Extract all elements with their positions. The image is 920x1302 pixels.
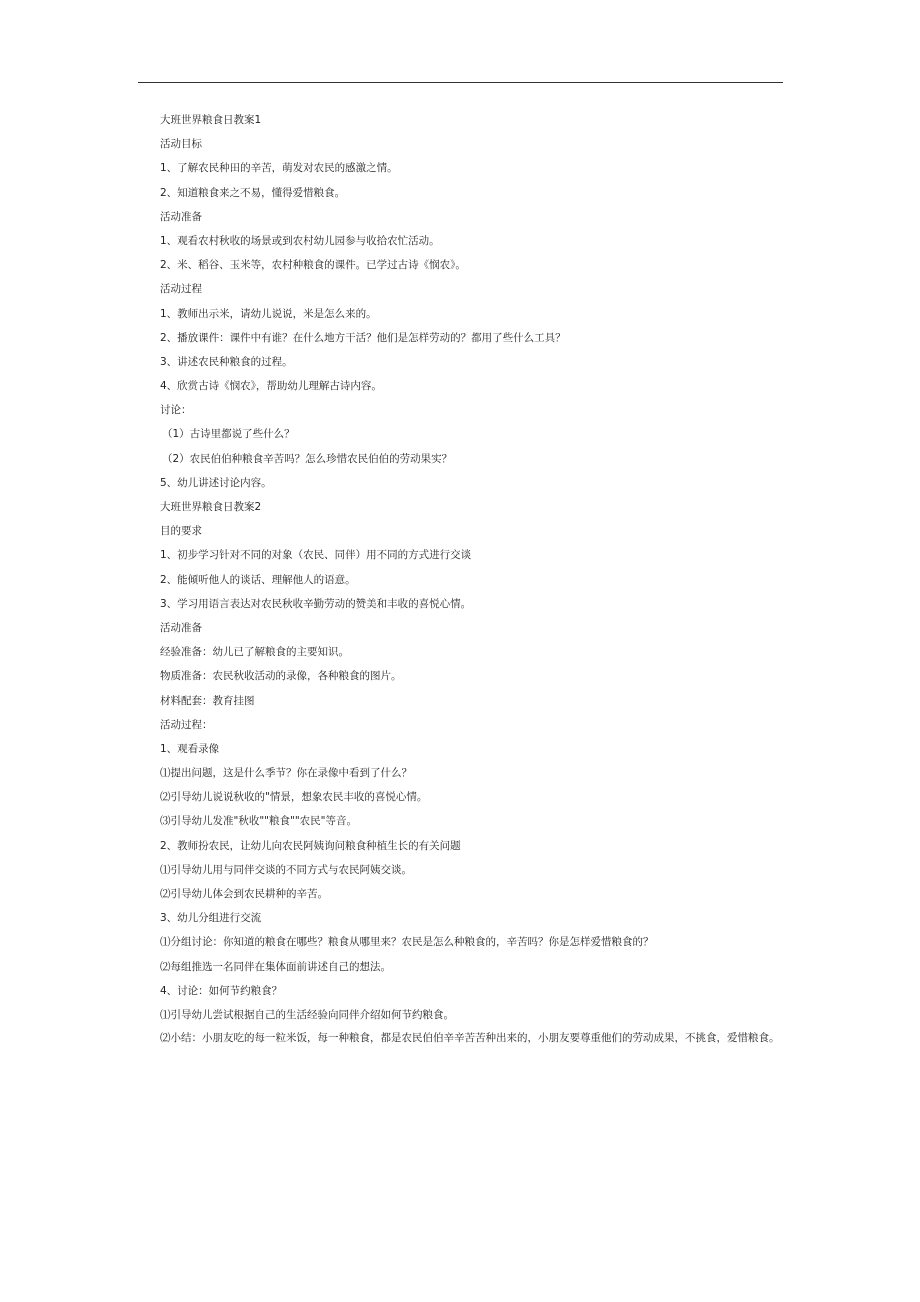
list-item: 4、讨论：如何节约粮食？: [160, 984, 283, 997]
list-item: 2、能倾听他人的谈话、理解他人的语意。: [160, 573, 356, 586]
section-heading: 活动过程：: [160, 718, 213, 731]
list-item: 5、幼儿讲述讨论内容。: [160, 476, 272, 489]
list-item: 材料配套：教育挂图: [160, 694, 255, 707]
header-rule: [138, 82, 783, 83]
list-item: 3、学习用语言表达对农民秋收辛勤劳动的赞美和丰收的喜悦心情。: [160, 597, 472, 610]
list-item: ⑴引导幼儿尝试根据自己的生活经验向同伴介绍如何节约粮食。: [160, 1008, 454, 1021]
list-item: 4、欣赏古诗《悯农》，帮助幼儿理解古诗内容。: [160, 380, 382, 393]
list-item: 1、初步学习针对不同的对象（农民、同伴）用不同的方式进行交谈: [160, 549, 472, 562]
summary-paragraph: ⑵小结：小朋友吃的每一粒米饭，每一种粮食，都是农民伯伯辛辛苦苦种出来的，小朋友要尊重他们的劳动成果，不挑食，爱惜粮食。: [160, 1032, 780, 1045]
list-item: 3、讲述农民种粮食的过程。: [160, 355, 293, 368]
list-item: ⑵引导幼儿体会到农民耕种的辛苦。: [160, 888, 328, 900]
list-item: （2）农民伯伯种粮食辛苦吗？怎么珍惜农民伯伯的劳动果实？: [162, 452, 453, 465]
list-item: 1、观看录像: [160, 742, 220, 755]
list-item: ⑶引导幼儿发准"秋收""粮食""农民"等音。: [160, 815, 357, 828]
section-heading: 活动准备: [160, 621, 202, 634]
section-heading: 讨论：: [160, 404, 192, 417]
list-item: 物质准备：农民秋收活动的录像，各种粮食的图片。: [160, 670, 402, 683]
list-item: ⑴引导幼儿用与同伴交谈的不同方式与农民阿姨交谈。: [160, 863, 412, 876]
list-item: 经验准备：幼儿已了解粮食的主要知识。: [160, 646, 349, 659]
list-item: 2、播放课件：课件中有谁？在什么地方干活？他们是怎样劳动的？都用了些什么工具？: [160, 331, 566, 344]
list-item: 2、知道粮食来之不易，懂得爱惜粮食。: [160, 186, 346, 199]
list-item: 2、教师扮农民，让幼儿向农民阿姨询问粮食种植生长的有关问题: [160, 839, 461, 852]
document-body: [160, 113, 785, 1059]
lesson-title-2: 大班世界粮食日教案2: [160, 501, 262, 513]
lesson-title-1: 大班世界粮食日教案1: [160, 114, 262, 126]
list-item: 1、教师出示米，请幼儿说说，米是怎么来的。: [160, 307, 377, 320]
list-item: 1、观看农村秋收的场景或到农村幼儿园参与收拾农忙活动。: [160, 234, 440, 247]
list-item: ⑵引导幼儿说说秋收的"情景，想象农民丰收的喜悦心情。: [160, 791, 428, 804]
list-item: （1）古诗里都说了些什么？: [162, 428, 295, 441]
list-item: 2、米、稻谷、玉米等，农村种粮食的课件。已学过古诗《悯农》。: [160, 259, 466, 272]
list-item: ⑴分组讨论：你知道的粮食在哪些？粮食从哪里来？农民是怎么种粮食的，辛苦吗？你是怎样爱惜粮食的？: [160, 936, 654, 949]
list-item: 1、了解农民种田的辛苦，萌发对农民的感激之情。: [160, 162, 398, 175]
list-item: ⑴提出问题，这是什么季节？你在录像中看到了什么？: [160, 767, 412, 780]
section-heading: 目的要求: [160, 525, 202, 538]
list-item: 3、幼儿分组进行交流: [160, 912, 262, 925]
section-heading: 活动目标: [160, 138, 202, 151]
section-heading: 活动过程: [160, 283, 202, 296]
list-item: ⑵每组推选一名同伴在集体面前讲述自己的想法。: [160, 960, 391, 973]
section-heading: 活动准备: [160, 210, 202, 223]
